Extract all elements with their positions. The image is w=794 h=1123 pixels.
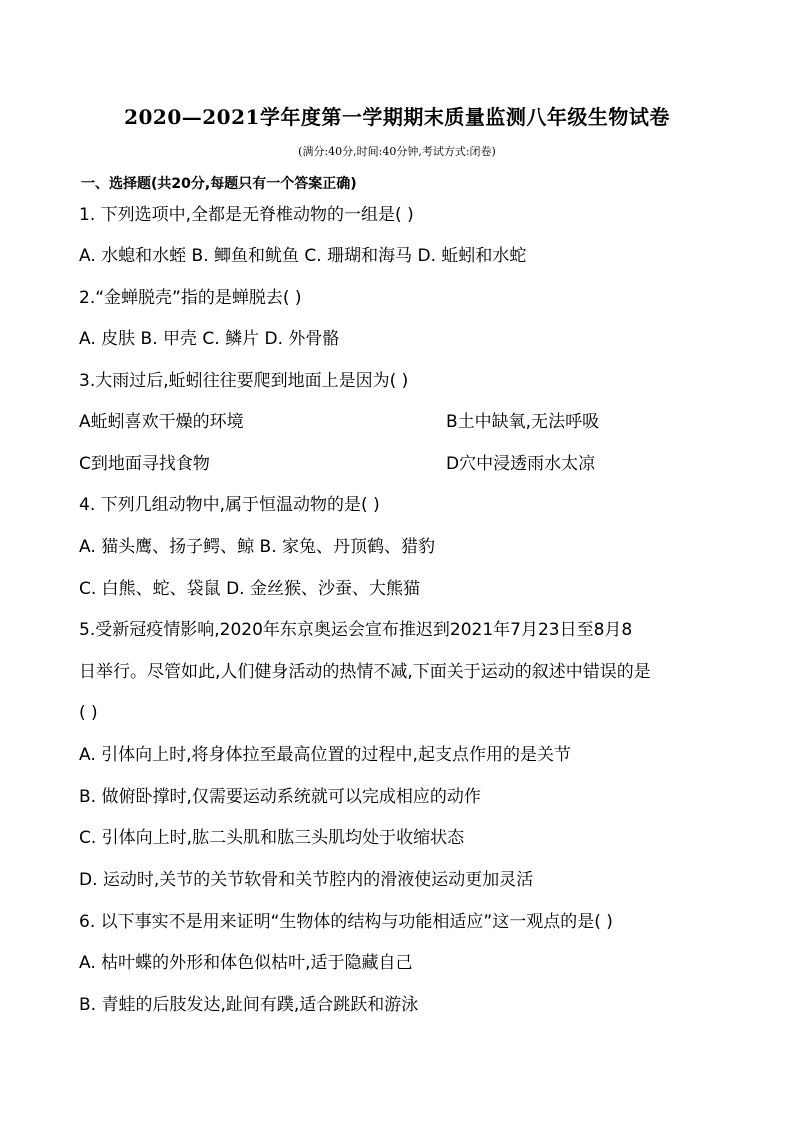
question-5-option-b: B. 做俯卧撑时,仅需要运动系统就可以完成相应的动作 — [79, 787, 481, 807]
question-3-option-d: D穴中浸透雨水太凉 — [446, 454, 596, 474]
question-1-options: A. 水螅和水蛭 B. 鲫鱼和鱿鱼 C. 珊瑚和海马 D. 蚯蚓和水蛇 — [79, 246, 527, 266]
question-2-stem: 2.“金蝉脱壳”指的是蝉脱去( ) — [79, 288, 302, 308]
question-4-options-line-2: C. 白熊、蛇、袋鼠 D. 金丝猴、沙蚕、大熊猫 — [79, 579, 420, 599]
question-6-option-b: B. 青蛙的后肢发达,趾间有蹼,适合跳跃和游泳 — [79, 995, 419, 1015]
question-4-options-line-1: A. 猫头鹰、扬子鳄、鲸 B. 家兔、丹顶鹤、猎豹 — [79, 537, 436, 557]
question-5-option-d: D. 运动时,关节的关节软骨和关节腔内的滑液使运动更加灵活 — [79, 870, 534, 890]
exam-subtitle: (满分:40分,时间:40分钟,考试方式:闭卷) — [298, 145, 496, 158]
question-6-stem: 6. 以下事实不是用来证明“生物体的结构与功能相适应”这一观点的是( ) — [79, 912, 613, 932]
question-2-options: A. 皮肤 B. 甲壳 C. 鳞片 D. 外骨骼 — [79, 329, 340, 349]
question-5-stem-line-1: 5.受新冠疫情影响,2020年东京奥运会宣布推迟到2021年7月23日至8月8 — [79, 620, 633, 640]
section-heading: 一、选择题(共20分,每题只有一个答案正确) — [81, 176, 357, 192]
question-3-option-b: B土中缺氧,无法呼吸 — [446, 412, 600, 432]
question-5-stem-line-2: 日举行。尽管如此,人们健身活动的热情不减,下面关于运动的叙述中错误的是 — [79, 662, 651, 682]
question-6-option-a: A. 枯叶蝶的外形和体色似枯叶,适于隐藏自己 — [79, 953, 413, 973]
exam-title: 2020—2021学年度第一学期期末质量监测八年级生物试卷 — [124, 105, 670, 129]
question-3-stem: 3.大雨过后,蚯蚓往往要爬到地面上是因为( ) — [79, 371, 409, 391]
question-1-stem: 1. 下列选项中,全都是无脊椎动物的一组是( ) — [79, 205, 414, 225]
question-5-option-a: A. 引体向上时,将身体拉至最高位置的过程中,起支点作用的是关节 — [79, 745, 571, 765]
question-3-option-a: A蚯蚓喜欢干燥的环境 — [79, 412, 244, 432]
question-3-option-c: C到地面寻找食物 — [79, 454, 210, 474]
question-4-stem: 4. 下列几组动物中,属于恒温动物的是( ) — [79, 495, 380, 515]
question-5-option-c: C. 引体向上时,肱二头肌和肱三头肌均处于收缩状态 — [79, 828, 465, 848]
question-5-stem-line-3: ( ) — [79, 703, 98, 723]
